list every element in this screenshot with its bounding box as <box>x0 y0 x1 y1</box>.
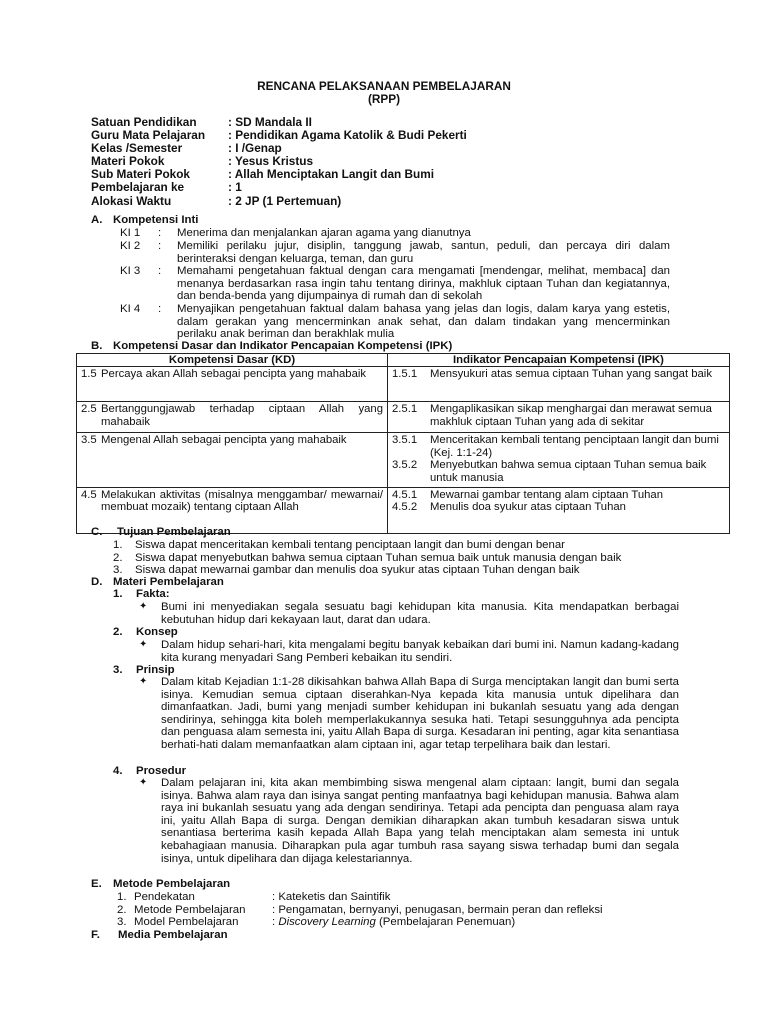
sparkle-bullet-icon: ✦ <box>139 777 148 788</box>
ki-code: KI 2 <box>120 240 141 252</box>
bullet-text: Dalam hidup sehari-hari, kita mengalami begitu banyak kebaikan dari bumi ini. Namun kadang-kadang kita kurang menyadari Sang Pemberi kebaikan itu sendiri. <box>161 639 679 664</box>
identity-value: : Yesus Kristus <box>228 154 314 169</box>
metode-key: Metode Pembelajaran <box>134 903 246 916</box>
ki-text: Menyajikan pengetahuan faktual dalam bahasa yang jelas dan logis, dalam karya yang estetis, dalam gerakan yang mencerminkan anak sehat, dan dalam tindakan yang mencerminkan perilaku anak beriman dan berakhlak mulia <box>177 303 670 341</box>
materi-konsep-heading <box>113 626 178 639</box>
ki-separator: : <box>158 240 162 252</box>
sub-number: 3. <box>113 664 123 676</box>
sparkle-bullet-icon: ✦ <box>139 601 148 612</box>
list-text: Siswa dapat menceritakan kembali tentang penciptaan langit dan bumi dengan benar <box>135 539 565 551</box>
metode-value-suffix: (Pembelajaran Penemuan) <box>375 916 516 929</box>
identity-label: Alokasi Waktu <box>91 193 172 208</box>
identity-label: Materi Pokok <box>91 154 165 169</box>
ipk-number: 3.5.1 <box>392 434 418 447</box>
ipk-cell <box>388 488 730 534</box>
ipk-text: Mensyukuri atas semua ciptaan Tuhan yang sangat baik <box>430 368 712 381</box>
sub-number: 4. <box>113 765 123 777</box>
ipk-cell <box>388 367 730 402</box>
materi-prinsip-text <box>139 676 679 752</box>
sub-number: 2. <box>113 626 123 638</box>
metode-value: : Kateketis dan Saintifik <box>272 891 391 903</box>
list-item <box>113 564 683 577</box>
list-number: 1. <box>113 539 123 551</box>
ipk-cell <box>388 402 730 433</box>
list-item <box>113 539 683 552</box>
metode-value-italic: Discovery Learning <box>278 916 376 929</box>
metode-list <box>117 891 717 929</box>
ki-item <box>120 303 670 341</box>
list-number: 3. <box>113 564 123 577</box>
identity-label: Kelas /Semester <box>91 141 183 156</box>
kd-column-header: Kompetensi Dasar (KD) <box>77 354 388 367</box>
metode-value: : Pengamatan, bernyanyi, penugasan, bermain peran dan refleksi <box>272 903 603 916</box>
sub-title: Konsep <box>136 626 178 638</box>
list-text: Siswa dapat mewarnai gambar dan menulis doa syukur atas ciptaan Tuhan dengan baik <box>135 564 580 577</box>
bullet-text: Dalam pelajaran ini, kita akan membimbing siswa mengenal alam ciptaan: langit, bumi dan segala isinya. Bahwa alam raya dan isinya sangat penting manfaatnya bagi kehidupan manusia. Bahwa alam raya ini bukanlah sesuatu yang ada dengan sendirinya. Tetapi ada pencipta dan penguasa alam raya ini, yaitu Allah Bapa di surga. Dengan demikian diharapkan akan tumbuh kesadaran siswa untuk senantiasa berterima kasih kepada Allah Bapa yang telah menciptakan alam semesta ini untuk kebahagiaan manusia. Diharapkan pula agar tumbuh rasa sayang siswa terhadap bumi dan segala isinya, untuk dipelihara dan dijaga kelestariannya. <box>161 777 679 865</box>
kd-cell <box>77 367 388 402</box>
identity-value: : I /Genap <box>228 141 282 156</box>
kd-number: 1.5 <box>81 368 97 381</box>
ki-item <box>120 265 670 303</box>
section-title: Kompetensi Inti <box>113 214 199 226</box>
document-subtitle: (RPP) <box>367 92 401 106</box>
section-letter: E. <box>91 878 102 890</box>
metode-value-prefix: : <box>272 916 279 929</box>
sub-title: Prosedur <box>136 765 187 777</box>
ki-text: Memiliki perilaku jujur, disiplin, tanggung jawab, santun, peduli, dan percaya diri dalam berinteraksi dengan keluarga, teman, dan guru <box>177 240 670 265</box>
ipk-number: 3.5.2 <box>392 459 418 472</box>
ipk-number: 1.5.1 <box>392 368 418 381</box>
bullet-text: Dalam kitab Kejadian 1:1-28 dikisahkan bahwa Allah Bapa di Surga menciptakan langit dan bumi serta isinya. Kemudian semua ciptaan diserahkan-Nya kepada kita manusia untuk dipelihara dan dimanfaatkan. Jadi, bumi yang menjadi sumber kehidupan ini bukanlah sesuatu yang ada dengan sendirinya, sehingga kita boleh memperlakukannya sesuka hati. Tetapi sesungguhnya ada pencipta dan penguasa alam semesta ini, yaitu Allah Bapa di surga. Kesadaran ini penting, agar kita senantiasa berhati-hati dalam memanfaatkan alam ciptaan ini, agar tetap terpelihara baik dan lestari. <box>161 676 679 751</box>
identity-table <box>91 116 467 208</box>
section-c-heading <box>91 526 231 539</box>
section-letter: B. <box>91 340 103 352</box>
ipk-number: 4.5.1 <box>392 489 418 502</box>
list-item <box>117 904 717 917</box>
document-title: RENCANA PELAKSANAAN PEMBELAJARAN <box>257 79 511 93</box>
kd-number: 2.5 <box>81 403 97 416</box>
kd-text: Mengenal Allah sebagai pencipta yang mahabaik <box>101 434 347 447</box>
ipk-text: Menulis doa syukur atas ciptaan Tuhan <box>430 501 626 514</box>
identity-label: Sub Materi Pokok <box>91 167 190 182</box>
ipk-text: Mengaplikasikan sikap menghargai dan merawat semua makhluk ciptaan Tuhan yang ada di sekitar <box>430 403 712 428</box>
identity-row <box>91 181 467 194</box>
list-number: 3. <box>117 916 127 929</box>
materi-prinsip-heading <box>113 664 175 677</box>
list-text: Siswa dapat menyebutkan bahwa semua ciptaan Tuhan semua baik untuk manusia dengan baik <box>135 551 622 564</box>
sub-title: Prinsip <box>136 664 175 676</box>
list-item <box>117 891 717 904</box>
section-title: Kompetensi Dasar dan Indikator Pencapaian Kompetensi (IPK) <box>113 340 453 352</box>
ki-item <box>120 240 670 265</box>
section-letter: A. <box>91 214 103 226</box>
ki-separator: : <box>158 303 162 315</box>
sub-title: Fakta: <box>136 588 170 600</box>
sparkle-bullet-icon: ✦ <box>139 676 148 687</box>
section-f-heading <box>91 929 228 942</box>
section-a-heading <box>91 214 198 227</box>
ki-item <box>120 227 670 240</box>
table-row <box>77 402 730 433</box>
identity-label: Guru Mata Pelajaran <box>91 128 206 143</box>
ipk-text: Mewarnai gambar tentang alam ciptaan Tuhan <box>430 489 663 502</box>
identity-value: : 2 JP (1 Pertemuan) <box>228 193 342 208</box>
ki-code: KI 4 <box>120 303 141 315</box>
ki-code: KI 3 <box>120 265 141 277</box>
identity-row <box>91 195 467 208</box>
tujuan-list <box>113 539 683 577</box>
identity-value: : 1 <box>228 180 242 195</box>
section-letter: D. <box>91 576 103 588</box>
section-letter: C. <box>91 526 103 538</box>
ki-separator: : <box>158 265 162 277</box>
bullet-text: Bumi ini menyediakan segala sesuatu bagi kehidupan kita manusia. Kita mendapatkan berbagai kebutuhan hidup dari kekayaan laut, darat dan udara. <box>161 601 679 626</box>
materi-fakta-heading <box>113 588 170 601</box>
ipk-cell <box>388 433 730 488</box>
ipk-number: 4.5.2 <box>392 501 418 514</box>
kd-cell <box>77 402 388 433</box>
section-title: Metode Pembelajaran <box>113 878 231 890</box>
ki-code: KI 1 <box>120 227 141 239</box>
ki-text: Memahami pengetahuan faktual dengan cara mengamati [mendengar, melihat, membaca] dan menanya berdasarkan rasa ingin tahu tentang dirinya, makhluk ciptaan Tuhan dan kegiatannya, dan benda-benda yang dijumpainya di rumah dan di sekolah <box>177 265 670 303</box>
identity-value: : SD Mandala II <box>228 115 312 129</box>
sub-number: 1. <box>113 588 123 600</box>
section-e-heading <box>91 878 230 891</box>
list-number: 1. <box>117 891 127 903</box>
materi-prosedur-text <box>139 777 679 865</box>
identity-value: : Pendidikan Agama Katolik & Budi Pekerti <box>228 128 467 143</box>
kd-number: 3.5 <box>81 434 97 447</box>
kd-text: Bertanggungjawab terhadap ciptaan Allah yang mahabaik <box>101 403 383 428</box>
identity-label: Pembelajaran ke <box>91 180 185 195</box>
section-d-heading <box>91 576 224 589</box>
identity-value: : Allah Menciptakan Langit dan Bumi <box>228 167 435 182</box>
ipk-column-header: Indikator Pencapaian Kompetensi (IPK) <box>388 354 730 367</box>
kd-text: Melakukan aktivitas (misalnya menggambar/ mewarnai/ membuat mozaik) tentang ciptaan Allah <box>101 489 383 514</box>
materi-fakta-text <box>139 601 679 626</box>
kd-cell <box>77 433 388 488</box>
metode-key: Model Pembelajaran <box>134 916 239 929</box>
materi-prosedur-heading <box>113 765 186 778</box>
ipk-text: Menyebutkan bahwa semua ciptaan Tuhan semua baik untuk manusia <box>430 459 707 484</box>
section-title: Media Pembelajaran <box>118 929 228 941</box>
ki-separator: : <box>158 227 162 239</box>
section-title: Materi Pembelajaran <box>113 576 224 588</box>
materi-konsep-text <box>139 639 679 664</box>
identity-label: Satuan Pendidikan <box>91 115 197 129</box>
list-item <box>117 916 717 929</box>
list-number: 2. <box>113 551 123 564</box>
kd-number: 4.5 <box>81 489 97 502</box>
metode-key: Pendekatan <box>134 891 195 903</box>
table-row <box>77 367 730 402</box>
table-header-row <box>77 354 730 367</box>
list-number: 2. <box>117 903 127 916</box>
table-row <box>77 433 730 488</box>
section-b-heading <box>91 340 452 353</box>
kd-ipk-table <box>76 353 730 534</box>
metode-value <box>272 916 515 929</box>
ki-text: Menerima dan menjalankan ajaran agama yang dianutnya <box>177 227 471 239</box>
kd-text: Percaya akan Allah sebagai pencipta yang mahabaik <box>101 368 367 381</box>
sparkle-bullet-icon: ✦ <box>139 639 148 650</box>
section-title: Tujuan Pembelajaran <box>117 526 231 538</box>
section-letter: F. <box>91 929 100 941</box>
ipk-number: 2.5.1 <box>392 403 418 416</box>
list-item <box>113 552 683 565</box>
ipk-text: Menceritakan kembali tentang penciptaan langit dan bumi (Kej. 1:1-24) <box>430 434 719 459</box>
